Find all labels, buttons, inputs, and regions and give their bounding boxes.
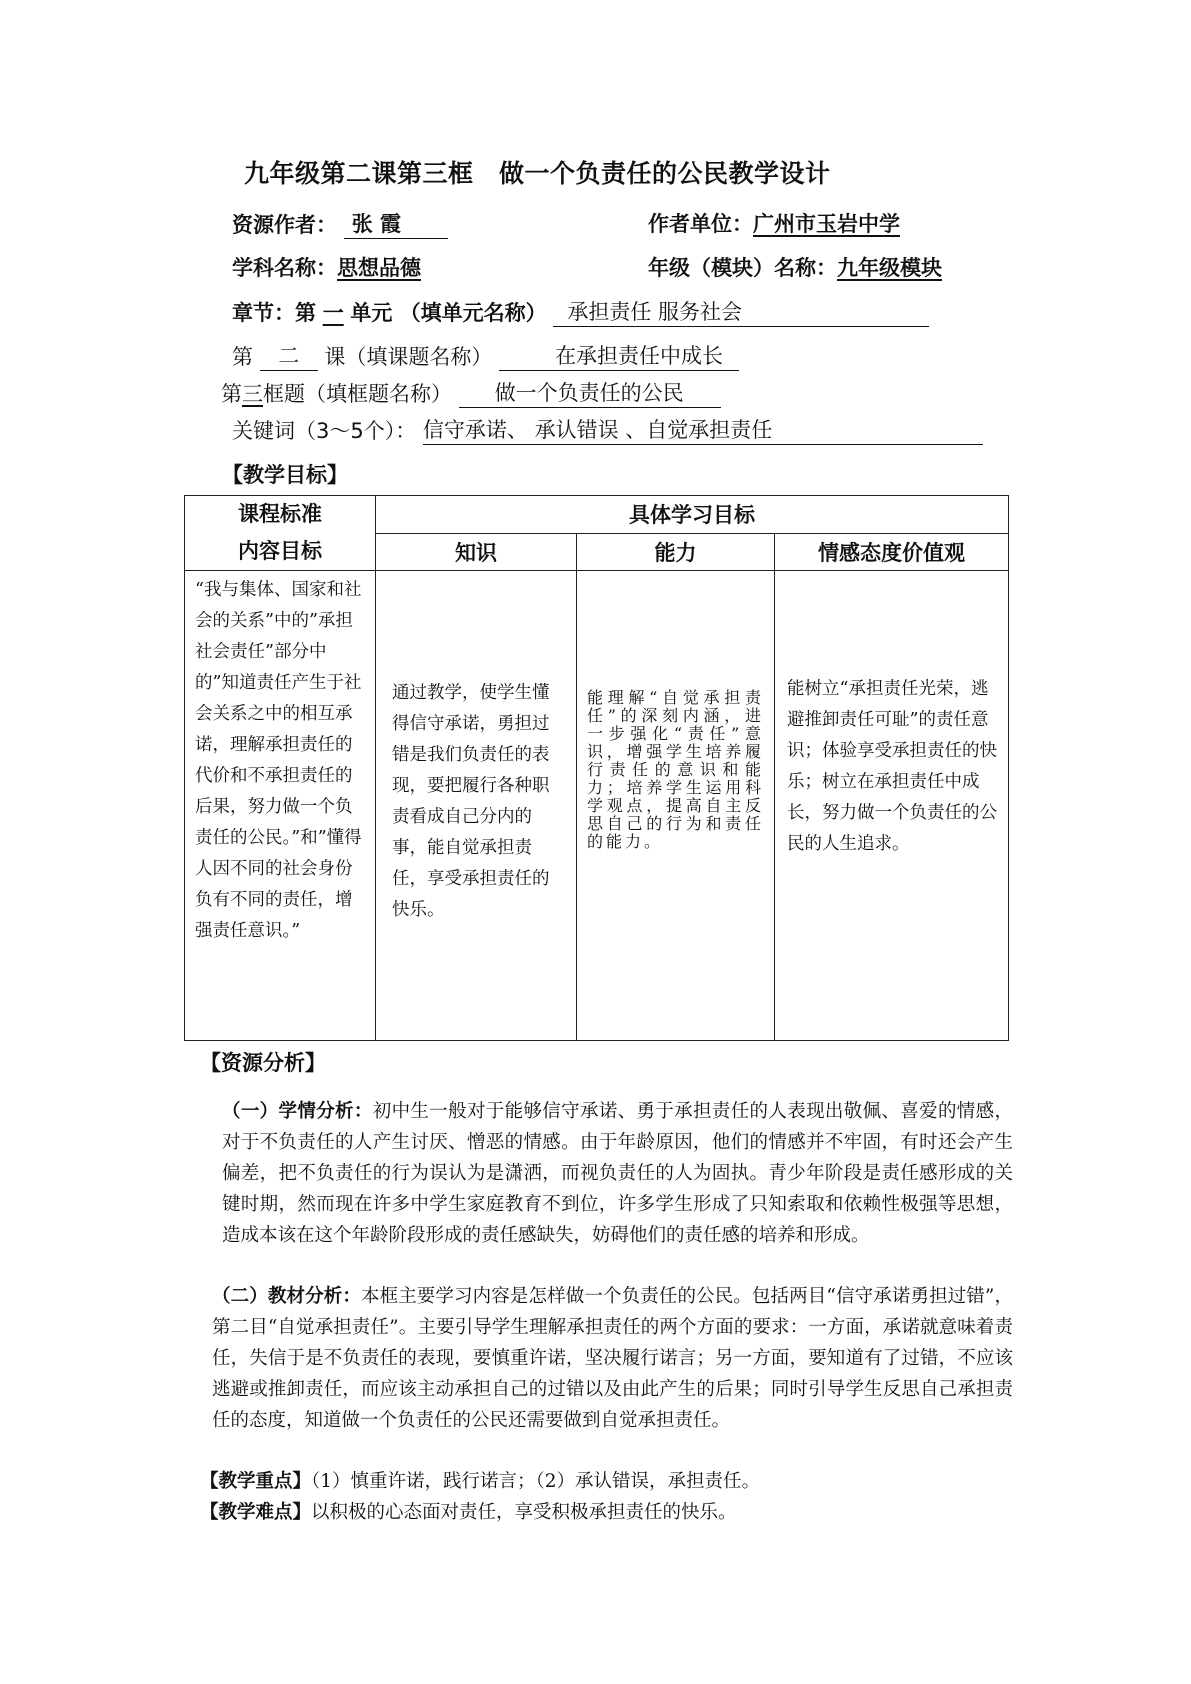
emotion-text: 能树立“承担责任光荣，逃避推卸责任可耻”的责任意识；体验享受承担责任的快乐；树立在承担责任中成长，努力做一个负责任的公民的人生追求。 [787, 679, 997, 854]
frame-prefix: 第 [221, 382, 242, 406]
subject-value: 思想品德 [337, 256, 421, 280]
analysis-textbook [212, 1281, 1013, 1436]
author-label: 资源作者： [232, 213, 337, 237]
frame-row [221, 377, 721, 408]
analysis-textbook-label: （二）教材分析： [212, 1286, 361, 1307]
col-ability-header: 能力 [577, 533, 775, 571]
chapter-prefix: 章节：第 [232, 301, 316, 325]
section-teaching-goals: 【教学目标】 [222, 463, 348, 487]
grade-value: 九年级模块 [837, 256, 942, 280]
analysis-learner [222, 1096, 1013, 1251]
analysis-textbook-text: 本框主要学习内容是怎样做一个负责任的公民。包括两目“信守承诺勇担过错”，第二目“自觉承担责任”。主要引导学生理解承担责任的两个方面的要求：一方面，承诺就意味着责任，失信于是不负责任的表现，要慎重许诺，坚决履行诺言；另一方面，要知道有了过错，不应该逃避或推卸责任，而应该主动承担自己的过错以及由此产生的后果；同时引导学生反思自己承担责任的态度，知道做一个负责任的公民还需要做到自觉承担责任。 [212, 1286, 1013, 1431]
keywords-label: 关键词（3～5个）： [232, 419, 417, 443]
author-value: 张 霞 [344, 208, 448, 239]
key-points-text: （1）慎重许诺，践行诺言；（2）承认错误，承担责任。 [311, 1471, 761, 1492]
chapter-num: 一 [322, 301, 344, 325]
lesson-mid: 课（填课题名称） [324, 345, 493, 369]
standard-text: “我与集体、国家和社会的关系”中的”承担社会责任”部分中的”知道责任产生于社会关系之中的相互承诺，理解承担责任的代价和不承担责任的后果，努力做一个负责任的公民。”和”懂得人因不同的社会身份负有不同的责任，增强责任意识。” [195, 580, 362, 941]
col-standard-header [185, 496, 376, 571]
chapter-value: 承担责任 服务社会 [553, 296, 929, 327]
frame-mid: 框题（填框题名称） [263, 382, 452, 406]
lesson-num: 二 [260, 340, 318, 371]
grade-row [648, 252, 942, 282]
lesson-row [232, 340, 739, 371]
group-header: 具体学习目标 [376, 496, 1009, 534]
lesson-value: 在承担责任中成长 [499, 340, 739, 371]
cell-emotion [775, 571, 1009, 1041]
unit-row [648, 208, 900, 238]
difficult-points-text: 以积极的心态面对责任，享受积极承担责任的快乐。 [311, 1502, 737, 1523]
ability-text: 能理解“自觉承担责任”的深刻内涵，进一步强化“责任”意识，增强学生培养履行责任的意识和能力；培养学生运用科学观点，提高自主反思自己的行为和责任的能力。 [587, 688, 764, 851]
analysis-learner-text: 初中生一般对于能够信守承诺、勇于承担责任的人表现出敬佩、喜爱的情感，对于不负责任的人产生讨厌、憎恶的情感。由于年龄原因，他们的情感并不牢固，有时还会产生偏差，把不负责任的行为误认为是潇洒，而视负责任的人为固执。青少年阶段是责任感形成的关键时期，然而现在许多中学生家庭教育不到位，许多学生形成了只知索取和依赖性极强等思想，造成本该在这个年龄阶段形成的责任感缺失，妨碍他们的责任感的培养和形成。 [222, 1101, 1013, 1246]
difficult-points [200, 1497, 737, 1528]
section-resource-analysis: 【资源分析】 [200, 1051, 326, 1075]
col-emotion-header: 情感态度价值观 [775, 533, 1009, 571]
page-title: 九年级第二课第三框 做一个负责任的公民教学设计 [244, 159, 831, 188]
keywords-row [232, 414, 983, 445]
lesson-prefix: 第 [232, 345, 253, 369]
key-points [200, 1466, 760, 1497]
keywords-value: 信守承诺、 承认错误 、自觉承担责任 [423, 414, 983, 445]
col-knowledge-header: 知识 [376, 533, 577, 571]
subject-row [232, 252, 421, 282]
chapter-row [232, 296, 929, 327]
goals-table [184, 495, 1009, 1041]
cell-ability [577, 571, 775, 1041]
unit-label: 作者单位： [648, 212, 753, 236]
key-points-label: 【教学重点】 [200, 1471, 312, 1492]
cell-standard [185, 571, 376, 1041]
col-standard-header-line2: 内容目标 [238, 539, 322, 563]
frame-value: 做一个负责任的公民 [459, 377, 721, 408]
cell-knowledge [376, 571, 577, 1041]
subject-label: 学科名称： [232, 256, 337, 280]
unit-value: 广州市玉岩中学 [753, 212, 900, 236]
author-row [232, 208, 448, 239]
chapter-mid: 单元 （填单元名称） [350, 301, 547, 325]
knowledge-text: 通过教学，使学生懂得信守承诺，勇担过错是我们负责任的表现，要把履行各种职责看成自己分内的事，能自觉承担责任，享受承担责任的快乐。 [392, 683, 550, 920]
analysis-learner-label: （一）学情分析： [222, 1101, 373, 1122]
frame-num: 三 [242, 382, 263, 406]
col-standard-header-line1: 课程标准 [238, 502, 322, 526]
difficult-points-label: 【教学难点】 [200, 1502, 312, 1523]
grade-label: 年级（模块）名称： [648, 256, 837, 280]
